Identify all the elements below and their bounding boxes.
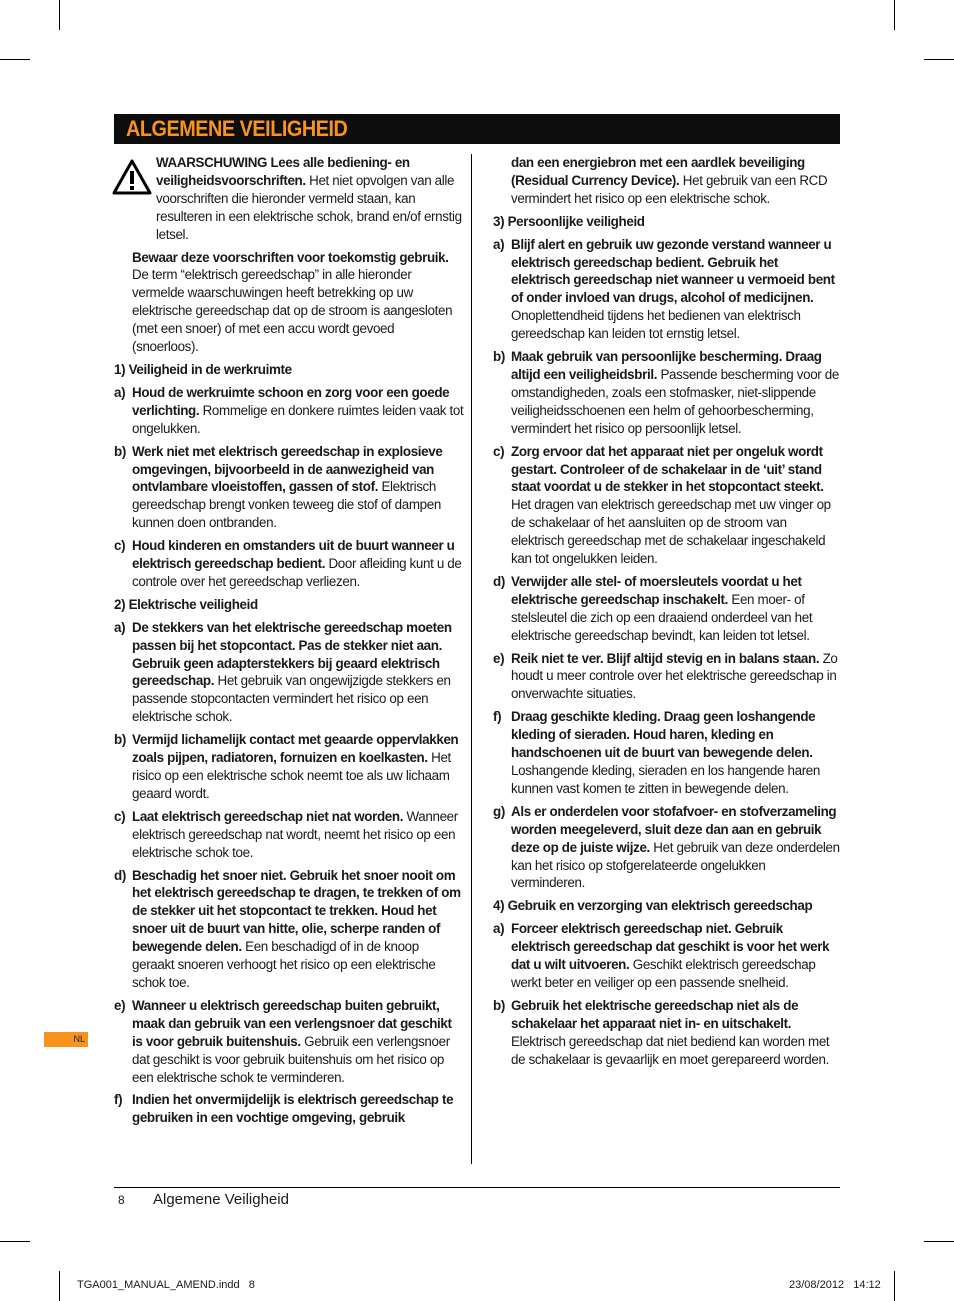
item-bold: Reik niet te ver. Blijf altijd stevig en in balans staan.	[511, 650, 820, 666]
item-label: b)	[493, 349, 505, 365]
list-item	[114, 731, 464, 803]
list-item	[114, 619, 464, 726]
crop-mark	[894, 0, 895, 30]
crop-mark	[924, 59, 954, 60]
keep-instructions	[114, 249, 464, 356]
item-text: Elektrisch gereedschap brengt vonken teweeg die stof of dampen kunnen doen ontbranden.	[132, 479, 441, 531]
item-bold: Forceer elektrisch gereedschap niet. Gebruik elektrisch gereedschap dat geschikt is voor het werk dat u wilt uitvoeren.	[511, 921, 830, 973]
list-item	[493, 803, 840, 893]
list-item	[114, 443, 464, 533]
item-bold: Laat elektrisch gereedschap niet nat worden.	[132, 808, 404, 824]
list-item	[493, 573, 840, 645]
item-text: Gebruik een verlengsnoer dat geschikt is voor gebruik buitenshuis om het risico op een elektrische schok te verminderen.	[132, 1033, 450, 1085]
crop-mark	[59, 0, 60, 30]
item-label: c)	[114, 538, 126, 554]
list-item	[493, 443, 840, 568]
item-label: f)	[493, 709, 502, 725]
item-text: Elektrisch gereedschap dat niet bediend kan worden met de schakelaar is gevaarlijk en moet gerepareerd worden.	[511, 1033, 830, 1067]
list-item	[114, 997, 464, 1087]
item-bold: Als er onderdelen voor stofafvoer- en stofverzameling worden meegeleverd, sluit deze dan aan en gebruik deze op de juiste wijze.	[511, 803, 837, 855]
list-item	[493, 920, 840, 992]
language-tab: NL	[44, 1032, 88, 1047]
item-bold: Houd kinderen en omstanders uit de buurt wanneer u elektrisch gereedschap bedient.	[132, 538, 455, 572]
page-title: ALGEMENE VEILIGHEID	[126, 116, 348, 141]
item-bold: Blijf alert en gebruik uw gezonde verstand wanneer u elektrisch gereedschap bedient. Gebruik het elektrisch gereedschap niet wanneer u vermoeid bent of onder invloed van drugs, alcohol of medicijnen.	[511, 236, 835, 306]
item-text: Door afleiding kunt u de controle over het gereedschap verliezen.	[132, 556, 462, 589]
print-slug-file: TGA001_MANUAL_AMEND.indd 8	[77, 1279, 255, 1291]
item-label: b)	[114, 443, 126, 459]
section-heading: 4) Gebruik en verzorging van elektrisch gereedschap	[493, 898, 813, 914]
left-column	[114, 154, 464, 1132]
item-label: e)	[493, 650, 505, 666]
crop-mark	[59, 1271, 60, 1301]
list-item	[493, 348, 840, 438]
item-label: c)	[493, 443, 505, 459]
item-label: b)	[114, 732, 126, 748]
warning-text	[132, 154, 464, 244]
list-item	[114, 384, 464, 438]
item-label: f)	[114, 1092, 123, 1108]
item-text: Een beschadigd of in de knoop geraakt snoeren verhoogt het risico op een elektrische schok toe.	[132, 939, 436, 990]
warning-bold: WAARSCHUWING Lees alle bediening- en veiligheidsvoorschriften.	[156, 155, 410, 188]
list-item	[114, 537, 464, 591]
item-text: Geschikt elektrisch gereedschap werkt beter en veiliger op een passende snelheid.	[511, 957, 816, 990]
list-item	[114, 867, 464, 992]
item-text: Het risico op een elektrische schok neemt toe als uw lichaam geaard wordt.	[132, 750, 451, 801]
list-item	[493, 708, 840, 798]
item-text: Het gebruik van ongewijzigde stekkers en passende stopcontacten vermindert het risico op een elektrische schok.	[132, 673, 451, 725]
item-label: d)	[493, 573, 505, 589]
crop-mark	[0, 59, 30, 60]
list-item	[493, 997, 840, 1069]
item-label: c)	[114, 808, 126, 824]
item-label: a)	[493, 921, 505, 937]
item-bold: Zorg ervoor dat het apparaat niet per ongeluk wordt gestart. Controleer of de schakelaar in de ‘uit’ stand staat voordat u de stekker in het stopcontact steekt.	[511, 443, 824, 495]
item-text: Onoplettendheid tijdens het bedienen van elektrisch gereedschap kan leiden tot ernstig letsel.	[511, 308, 801, 342]
continued-item	[493, 154, 840, 208]
crop-mark	[0, 1241, 30, 1242]
section-header-bar	[114, 114, 840, 144]
item-bold: dan een energiebron met een aardlek beveiliging (Residual Currency Device).	[511, 155, 805, 188]
item-label: a)	[114, 384, 126, 400]
item-label: b)	[493, 997, 505, 1013]
list-item	[493, 650, 840, 704]
item-text: Passende bescherming voor de omstandigheden, zoals een stofmasker, niet-slippende veiligheidsschoenen een helm of gehoorbescherming, vermindert het risico op persoonlijk letsel.	[511, 366, 839, 436]
keep-body: De term “elektrisch gereedschap” in alle hieronder vermelde waarschuwingen heeft betrekking op uw elektrische gereedschap dat op de stroom is aangesloten (met een snoer) of met een accu wordt gevoed (snoerloos).	[132, 267, 453, 355]
item-text: Een moer- of stelsleutel die zich op een draaiend onderdeel van het elektrische gereedschap bevindt, kan leiden tot letsel.	[511, 591, 813, 643]
section-heading: 2) Elektrische veiligheid	[114, 596, 258, 612]
item-text: Rommelige en donkere ruimtes leiden vaak tot ongelukken.	[132, 402, 464, 436]
keep-bold: Bewaar deze voorschriften voor toekomstig gebruik.	[132, 249, 449, 265]
item-text: Het dragen van elektrisch gereedschap met uw vinger op de schakelaar of het aansluiten op de stroom van elektrisch gereedschap met de schakelaar ingeschakeld kan tot ongelukken leiden.	[511, 497, 831, 567]
footer-rule	[114, 1187, 840, 1188]
item-bold: Beschadig het snoer niet. Gebruik het snoer nooit om het elektrisch gereedschap te dragen, te trekken of om de stekker uit het stopcontact te trekken. Houd het snoer uit de buurt van hitte, olie, scherpe randen of bewegende delen.	[132, 867, 461, 955]
right-column	[493, 154, 840, 1074]
item-text: Zo houdt u meer controle over het elektrische gereedschap in onverwachte situaties.	[511, 650, 838, 702]
section-heading: 1) Veiligheid in de werkruimte	[114, 361, 292, 377]
item-label: a)	[493, 236, 505, 252]
item-text: Het gebruik van deze onderdelen kan het risico op stofgerelateerde ongelukken verminderen.	[511, 839, 840, 891]
footer-section-title: Algemene Veiligheid	[153, 1191, 289, 1208]
item-bold: Draag geschikte kleding. Draag geen loshangende kleding of sieraden. Houd haren, kleding en handschoenen uit de buurt van bewegende delen.	[511, 709, 816, 761]
item-bold: De stekkers van het elektrische gereedschap moeten passen bij het stopcontact. Pas de stekker niet aan. Gebruik geen adapterstekkers bij geaard elektrisch gereedschap.	[132, 619, 452, 689]
item-label: a)	[114, 619, 126, 635]
item-bold: Houd de werkruimte schoon en zorg voor een goede verlichting.	[132, 384, 450, 418]
item-label: e)	[114, 997, 126, 1013]
column-divider	[471, 154, 472, 1164]
warning-block	[114, 154, 464, 244]
crop-mark	[924, 1241, 954, 1242]
item-text: Het gebruik van een RCD vermindert het risico op een elektrische schok.	[511, 172, 828, 206]
item-bold: Maak gebruik van persoonlijke bescherming. Draag altijd een veiligheidsbril.	[511, 349, 822, 382]
warning-body: Het niet opvolgen van alle voorschriften die hieronder vermeld staan, kan resulteren in een elektrische schok, brand en/of ernstig letsel.	[156, 172, 462, 242]
item-text: Loshangende kleding, sieraden en los hangende haren kunnen vast komen te zitten in bewegende delen.	[511, 763, 820, 796]
item-bold: Verwijder alle stel- of moersleutels voordat u het elektrische gereedschap inschakelt.	[511, 573, 802, 607]
item-bold: Vermijd lichamelijk contact met geaarde oppervlakken zoals pijpen, radiatoren, fornuizen en koelkasten.	[132, 732, 459, 766]
item-bold: Wanneer u elektrisch gereedschap buiten gebruikt, maak dan gebruik van een verlengsnoer dat geschikt is voor gebruik buitenshuis.	[132, 997, 452, 1049]
item-text: Wanneer elektrisch gereedschap nat wordt, neemt het risico op een elektrische schok toe.	[132, 808, 458, 860]
item-bold: Werk niet met elektrisch gereedschap in explosieve omgevingen, bijvoorbeeld in de aanwezigheid van ontvlambare vloeistoffen, gassen of stof.	[132, 443, 443, 495]
section-heading: 3) Persoonlijke veiligheid	[493, 213, 645, 229]
list-item	[114, 808, 464, 862]
list-item	[114, 1091, 464, 1127]
item-label: g)	[493, 803, 505, 819]
crop-mark	[894, 1271, 895, 1301]
item-label: d)	[114, 867, 126, 883]
page-number: 8	[118, 1193, 125, 1207]
item-bold: Indien het onvermijdelijk is elektrisch gereedschap te gebruiken in een vochtige omgeving, gebruik	[132, 1092, 454, 1126]
list-item	[493, 236, 840, 343]
print-slug-date: 23/08/2012 14:12	[789, 1279, 881, 1291]
warning-triangle-icon	[112, 159, 152, 195]
item-bold: Gebruik het elektrische gereedschap niet als de schakelaar het apparaat niet in- en uitschakelt.	[511, 997, 799, 1031]
